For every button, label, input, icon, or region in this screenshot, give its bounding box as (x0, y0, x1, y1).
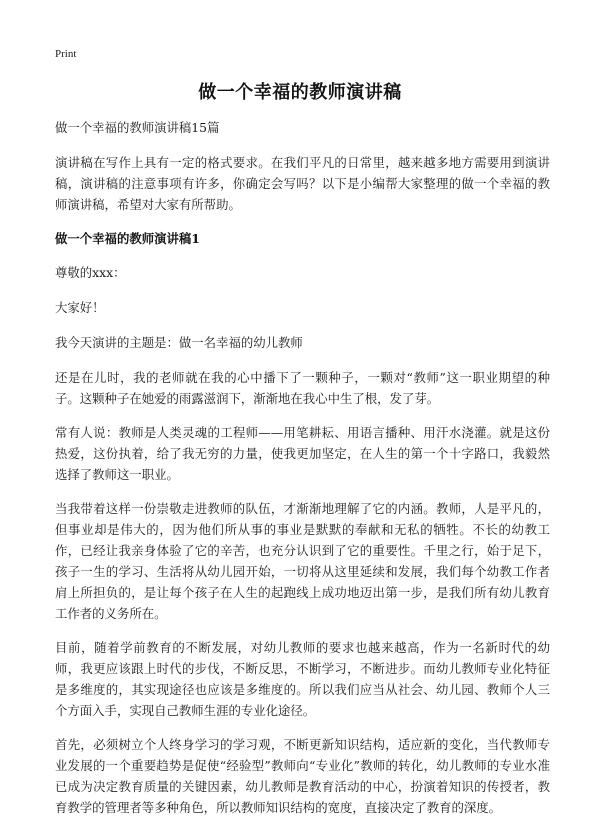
document-title: 做一个幸福的教师演讲稿 (198, 82, 402, 103)
body-paragraph: 常有人说：教师是人类灵魂的工程师——用笔耕耘、用语言播种、用汗水浇灌。就是这份热爱，这份执着，给了我无穷的力量，使我更加坚定，在人生的第一个十字路口，我毅然选择了教师这一职业。 (55, 425, 550, 482)
body-paragraph: 首先，必须树立个人终身学习的学习观，不断更新知识结构，适应新的变化，当代教师专业发展的一个重要趋势是促使“经验型”教师向“专业化”教师的转化，幼儿教师的专业水准已成为决定教育质量的关键因素，幼儿教师是教育活动的中心，扮演着知识的传授者，教育教学的管理者等多种角色，所以教师知识结构的宽度，直接决定了教育的深度。 (55, 737, 550, 815)
body-paragraph: 当我带着这样一份崇敬走进教师的队伍，才渐渐地理解了它的内涵。教师，人是平凡的，但事业却是伟大的，因为他们所从事的事业是默默的奉献和无私的牺牲。不长的幼教工作，已经让我亲身体验了它的辛苦，也充分认识到了它的重要性。千里之行，始于足下，孩子一生的学习、生活将从幼儿园开始，一切将从这里延续和发展，我们每个幼教工作者肩上所担负的，是让每个孩子在人生的起跑线上成功地迈出第一步，是我们所有幼儿教育工作者的义务所在。 (55, 501, 550, 621)
document-body (55, 117, 550, 831)
intro-paragraph: 演讲稿在写作上具有一定的格式要求。在我们平凡的日常里，越来越多地方需要用到演讲稿，演讲稿的注意事项有许多，你确定会写吗？以下是小编帮大家整理的做一个幸福的教师演讲稿，希望对大家有所帮助。 (55, 155, 550, 212)
greeting: 大家好！ (55, 300, 105, 315)
section-heading: 做一个幸福的教师演讲稿1 (55, 231, 200, 246)
speech-theme: 我今天演讲的主题是：做一名幸福的幼儿教师 (55, 335, 303, 350)
print-link[interactable]: Print (55, 48, 77, 60)
salutation: 尊敬的xxx： (55, 265, 126, 280)
document-subtitle: 做一个幸福的教师演讲稿15篇 (55, 120, 220, 135)
body-paragraph: 还是在儿时，我的老师就在我的心中播下了一颗种子，一颗对“教师”这一职业期望的种子。这颗种子在她爱的雨露滋润下，渐渐地在我心中生了根，发了芽。 (55, 370, 550, 406)
body-paragraph: 目前，随着学前教育的不断发展，对幼儿教师的要求也越来越高，作为一名新时代的幼师，我更应该跟上时代的步伐，不断反思，不断学习，不断进步。而幼儿教师专业化特征是多维度的，其实现途径也应该是多维度的。所以我们应当从社会、幼儿园、教师个人三个方面入手，实现自己教师生涯的专业化途径。 (55, 640, 550, 718)
